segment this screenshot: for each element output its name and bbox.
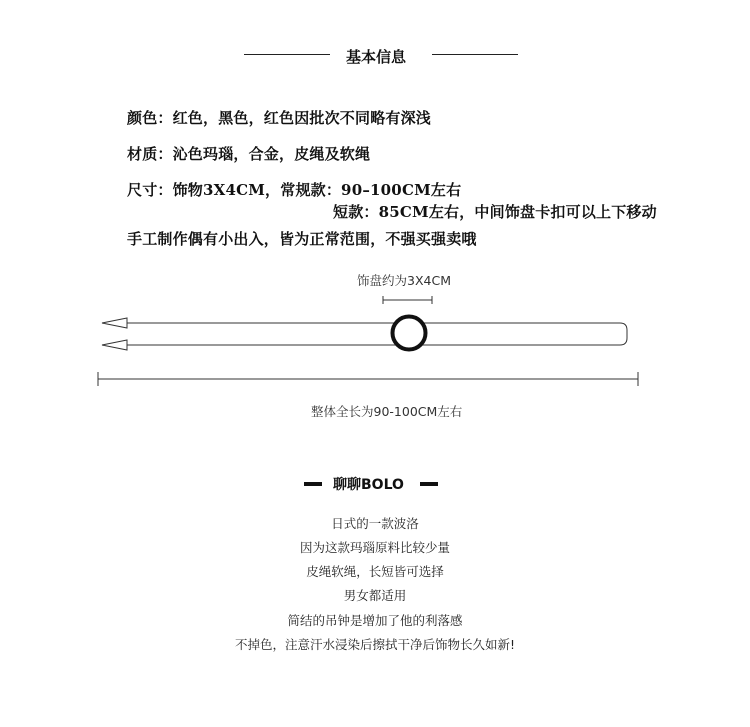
- bolo-line-5: 简结的吊钟是增加了他的利落感: [287, 613, 463, 628]
- bolo-line-1: 日式的一款波洛: [331, 516, 419, 531]
- total-length-label: 整体全长为90-100CM左右: [311, 404, 463, 419]
- size-line: 尺寸：饰物3X4CM，常规款：90–100CM左右: [127, 181, 462, 199]
- cord-tip-lower: [102, 340, 127, 350]
- bolo-title: 聊聊BOLO: [333, 477, 404, 493]
- cord-tip-upper: [102, 318, 127, 328]
- pendant-circle: [393, 317, 426, 350]
- bolo-title-dash-left: [304, 482, 322, 486]
- material-line: 材质：沁色玛瑙，合金，皮绳及软绳: [127, 145, 371, 163]
- title-rule-right: [432, 54, 518, 55]
- short-size-line: 短款：85CM左右，中间饰盘卡扣可以上下移动: [333, 203, 657, 221]
- total-length-bracket: [98, 372, 638, 386]
- title-rule-left: [244, 54, 330, 55]
- basic-info-title: 基本信息: [346, 48, 407, 66]
- color-line: 颜色：红色，黑色，红色因批次不同略有深浅: [127, 109, 432, 127]
- cord-outline: [127, 323, 627, 345]
- pendant-size-label: 饰盘约为3X4CM: [357, 273, 451, 288]
- handmade-line: 手工制作偶有小出入，皆为正常范围，不强买强卖哦: [127, 230, 477, 248]
- pendant-width-bracket: [383, 296, 432, 304]
- bolo-title-dash-right: [420, 482, 438, 486]
- bolo-line-2: 因为这款玛瑙原料比较少量: [299, 540, 450, 555]
- bolo-necklace-diagram: [0, 285, 750, 395]
- bolo-line-4: 男女都适用: [343, 588, 407, 603]
- bolo-line-6: 不掉色，注意汗水浸染后擦拭干净后饰物长久如新!: [234, 637, 515, 652]
- bolo-line-3: 皮绳软绳，长短皆可选择: [306, 564, 444, 579]
